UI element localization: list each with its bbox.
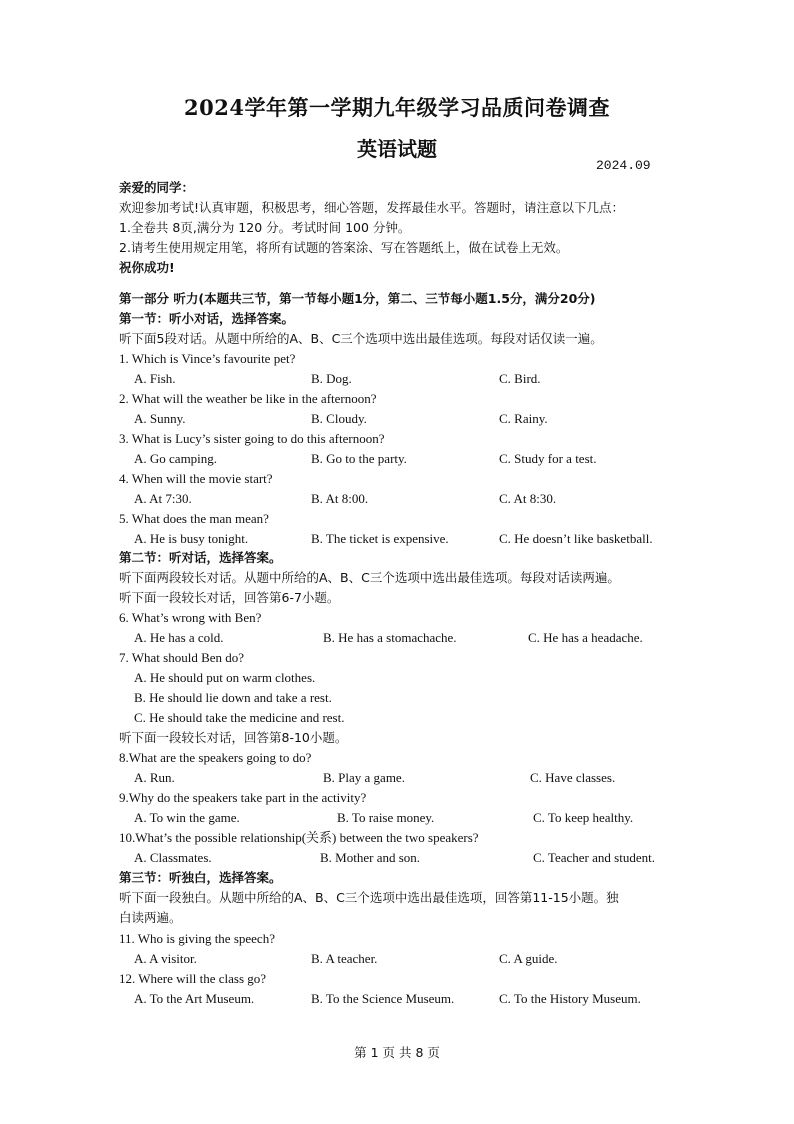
page-footer: 第 1 页 共 8 页 <box>354 1045 440 1060</box>
q10-option-c: C. Teacher and student. <box>533 850 655 865</box>
intro-line-2: 1.全卷共 8页,满分为 120 分。考试时间 100 分钟。 <box>119 220 411 235</box>
exam-title: 2024学年第一学期九年级学习品质问卷调查 <box>184 95 610 120</box>
section3-instructions-2: 白读两遍。 <box>119 910 182 925</box>
section1-heading: 第一节：听小对话，选择答案。 <box>119 311 295 326</box>
q4-option-c: C. At 8:30. <box>499 491 557 506</box>
q6-option-a: A. He has a cold. <box>134 630 224 645</box>
exam-date: 2024.09 <box>596 158 651 173</box>
q12-option-c: C. To the History Museum. <box>499 991 641 1006</box>
section1-instructions: 听下面5段对话。从题中所给的A、B、C三个选项中选出最佳选项。每段对话仅读一遍。 <box>119 331 603 346</box>
q8-option-c: C. Have classes. <box>530 770 616 785</box>
q9-option-c: C. To keep healthy. <box>533 810 634 825</box>
question-4: 4. When will the movie start? <box>119 471 273 486</box>
question-5: 5. What does the man mean? <box>119 511 269 526</box>
question-8: 8.What are the speakers going to do? <box>119 750 312 765</box>
section3-instructions-1: 听下面一段独白。从题中所给的A、B、C三个选项中选出最佳选项，回答第11-15小题。独 <box>119 890 619 905</box>
question-7: 7. What should Ben do? <box>119 650 245 665</box>
question-9: 9.Why do the speakers take part in the activity? <box>119 790 367 805</box>
q10-option-a: A. Classmates. <box>134 850 212 865</box>
question-10: 10.What’s the possible relationship(关系) between the two speakers? <box>119 830 479 845</box>
section2-instructions: 听下面两段较长对话。从题中所给的A、B、C三个选项中选出最佳选项。每段对话读两遍。 <box>119 570 620 585</box>
q4-option-a: A. At 7:30. <box>134 491 192 506</box>
q12-option-a: A. To the Art Museum. <box>134 991 255 1006</box>
section2-sub-2: 听下面一段较长对话，回答第8-10小题。 <box>119 730 348 745</box>
q11-option-b: B. A teacher. <box>311 951 378 966</box>
subject-title: 英语试题 <box>357 137 437 161</box>
q10-option-b: B. Mother and son. <box>320 850 421 865</box>
q8-option-b: B. Play a game. <box>323 770 405 785</box>
part1-heading: 第一部分 听力(本题共三节，第一节每小题1分，第二、三节每小题1.5分，满分20分) <box>119 291 596 306</box>
q3-option-c: C. Study for a test. <box>499 451 597 466</box>
greeting: 亲爱的同学： <box>119 180 195 195</box>
q8-option-a: A. Run. <box>134 770 175 785</box>
q2-option-a: A. Sunny. <box>134 411 186 426</box>
q7-option-c: C. He should take the medicine and rest. <box>134 710 345 725</box>
wish-text: 祝你成功! <box>119 260 175 275</box>
q9-option-b: B. To raise money. <box>337 810 435 825</box>
intro-line-3: 2.请考生使用规定用笔，将所有试题的答案涂、写在答题纸上，做在试卷上无效。 <box>119 240 569 255</box>
q1-option-c: C. Bird. <box>499 371 541 386</box>
q5-option-a: A. He is busy tonight. <box>134 531 249 546</box>
q9-option-a: A. To win the game. <box>134 810 240 825</box>
q6-option-b: B. He has a stomachache. <box>323 630 457 645</box>
intro-line-1: 欢迎参加考试!认真审题，积极思考，细心答题，发挥最佳水平。答题时，请注意以下几点： <box>119 200 625 215</box>
q3-option-a: A. Go camping. <box>134 451 218 466</box>
section2-sub-1: 听下面一段较长对话，回答第6-7小题。 <box>119 590 340 605</box>
q7-option-b: B. He should lie down and take a rest. <box>134 690 332 705</box>
q11-option-c: C. A guide. <box>499 951 558 966</box>
question-1: 1. Which is Vince’s favourite pet? <box>119 351 296 366</box>
q12-option-b: B. To the Science Museum. <box>311 991 455 1006</box>
q4-option-b: B. At 8:00. <box>311 491 369 506</box>
q7-option-a: A. He should put on warm clothes. <box>134 670 316 685</box>
question-12: 12. Where will the class go? <box>119 971 267 986</box>
q2-option-b: B. Cloudy. <box>311 411 367 426</box>
q1-option-b: B. Dog. <box>311 371 352 386</box>
q5-option-b: B. The ticket is expensive. <box>311 531 449 546</box>
q2-option-c: C. Rainy. <box>499 411 548 426</box>
q6-option-c: C. He has a headache. <box>528 630 643 645</box>
q1-option-a: A. Fish. <box>134 371 176 386</box>
question-6: 6. What’s wrong with Ben? <box>119 610 262 625</box>
q3-option-b: B. Go to the party. <box>311 451 407 466</box>
section2-heading: 第二节：听对话，选择答案。 <box>119 550 282 565</box>
question-3: 3. What is Lucy’s sister going to do this afternoon? <box>119 431 385 446</box>
question-2: 2. What will the weather be like in the afternoon? <box>119 391 377 406</box>
question-11: 11. Who is giving the speech? <box>119 931 275 946</box>
q11-option-a: A. A visitor. <box>134 951 197 966</box>
section3-heading: 第三节：听独白，选择答案。 <box>119 870 282 885</box>
q5-option-c: C. He doesn’t like basketball. <box>499 531 653 546</box>
